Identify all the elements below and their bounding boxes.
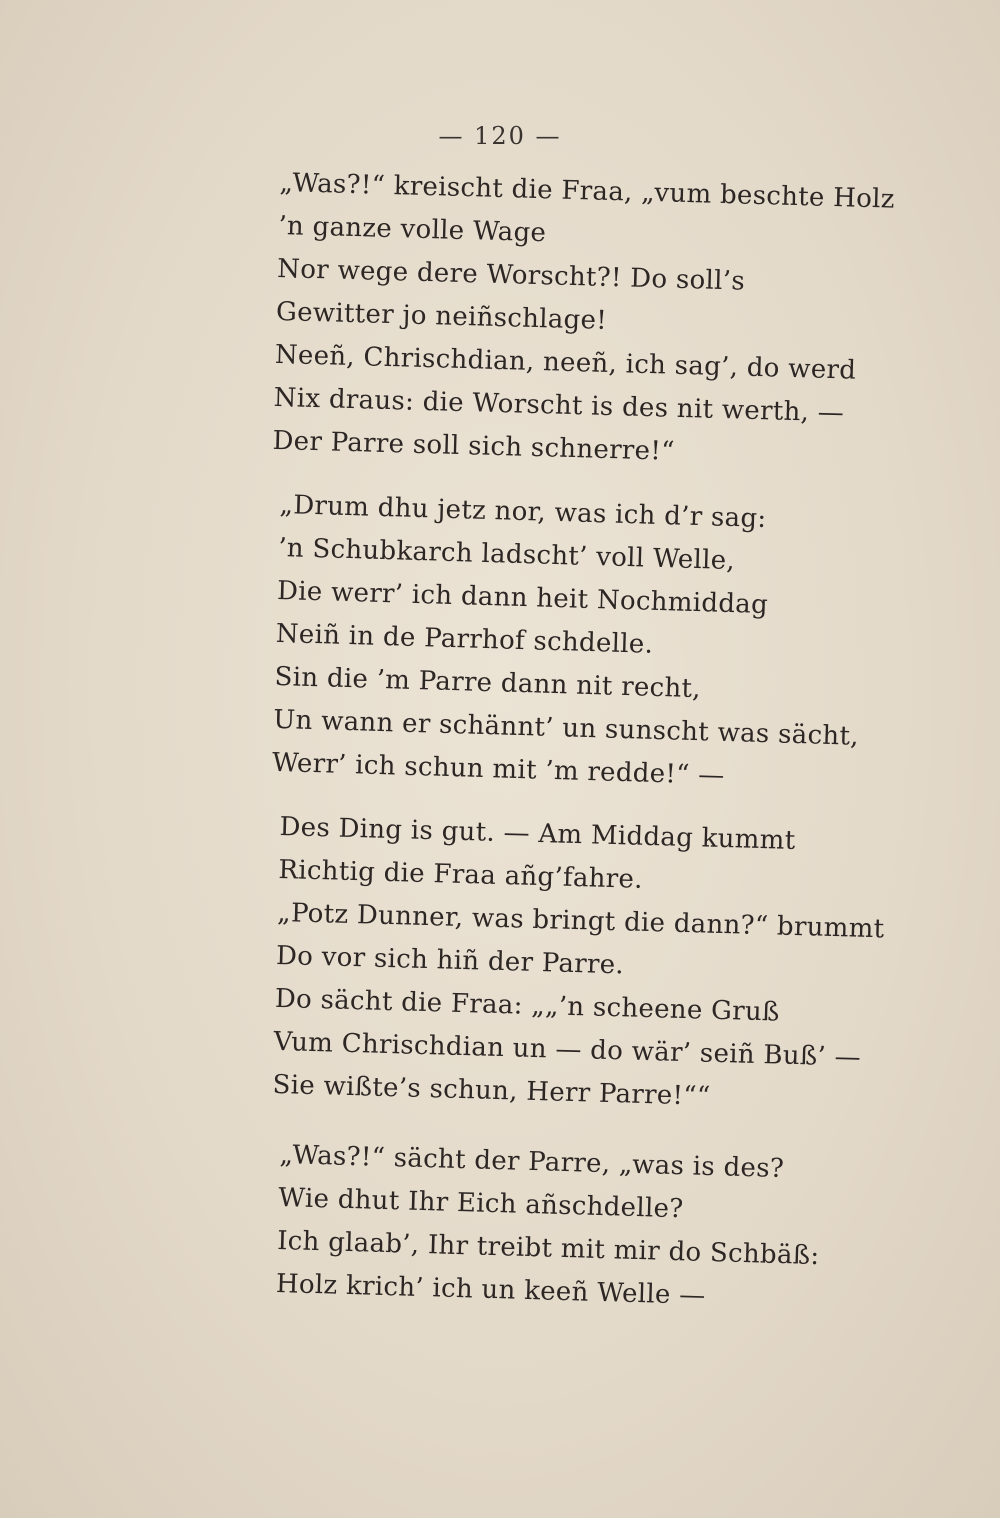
verse-line: Werr’ ich schun mit ’m redde!“ — xyxy=(271,747,726,791)
verse-line: „Was?!“ sächt der Parre, „was is des? xyxy=(279,1140,785,1185)
verse-line: „Drum dhu jetz nor, was ich d’r sag: xyxy=(279,490,767,535)
stanza xyxy=(0,160,1000,467)
stanza xyxy=(0,804,1000,1112)
verse-line: Neeñ, Chrischdian, neeñ, ich sag’, do werd xyxy=(274,339,857,386)
verse-line: Nor wege dere Worscht?! Do soll’s xyxy=(276,253,746,297)
verse-line: Ich glaab’, Ihr treibt mit mir do Schbäß: xyxy=(276,1225,820,1272)
verse-line: Richtig die Fraa añg’fahre. xyxy=(278,854,644,895)
verse-line: Un wann er schännt’ un sunscht was sächt, xyxy=(272,704,860,752)
verse-line: Die werr’ ich dann heit Nochmiddag xyxy=(276,575,769,621)
verse-line: Des Ding is gut. — Am Middag kummt xyxy=(279,812,796,856)
verse-line: Nix draus: die Worscht is des nit werth, — xyxy=(273,382,845,429)
verse-line: Do sächt die Fraa: „„’n scheene Gruß xyxy=(274,983,781,1028)
verse-line: „Was?!“ kreischt die Fraa, „vum beschte Holz xyxy=(279,168,896,215)
verse-line: Wie dhut Ihr Eich añschdelle? xyxy=(277,1182,684,1225)
verse-line: Neiñ in de Parrhof schdelle. xyxy=(275,618,654,660)
verse-line: Vum Chrischdian un — do wär’ seiñ Buß’ — xyxy=(273,1026,862,1073)
page-number: — 120 — xyxy=(438,122,562,150)
verse-line: Der Parre soll sich schnerre!“ xyxy=(272,425,676,467)
verse-line: Holz krich’ ich un keeñ Welle — xyxy=(275,1268,706,1311)
verse-line: Sin die ’m Parre dann nit recht, xyxy=(274,661,702,705)
stanza xyxy=(0,482,1000,791)
verse-line: Sie wißte’s schun, Herr Parre!““ xyxy=(272,1069,711,1112)
stanza xyxy=(0,1132,1000,1311)
verse-line: Do vor sich hiñ der Parre. xyxy=(275,940,625,981)
verse-line: Gewitter jo neiñschlage! xyxy=(275,296,608,336)
verse-line: ’n Schubkarch ladscht’ voll Welle, xyxy=(277,532,736,577)
verse-line: ’n ganze volle Wage xyxy=(278,210,547,249)
verse-line: „Potz Dunner, was bringt die dann?“ brummt xyxy=(276,897,885,945)
